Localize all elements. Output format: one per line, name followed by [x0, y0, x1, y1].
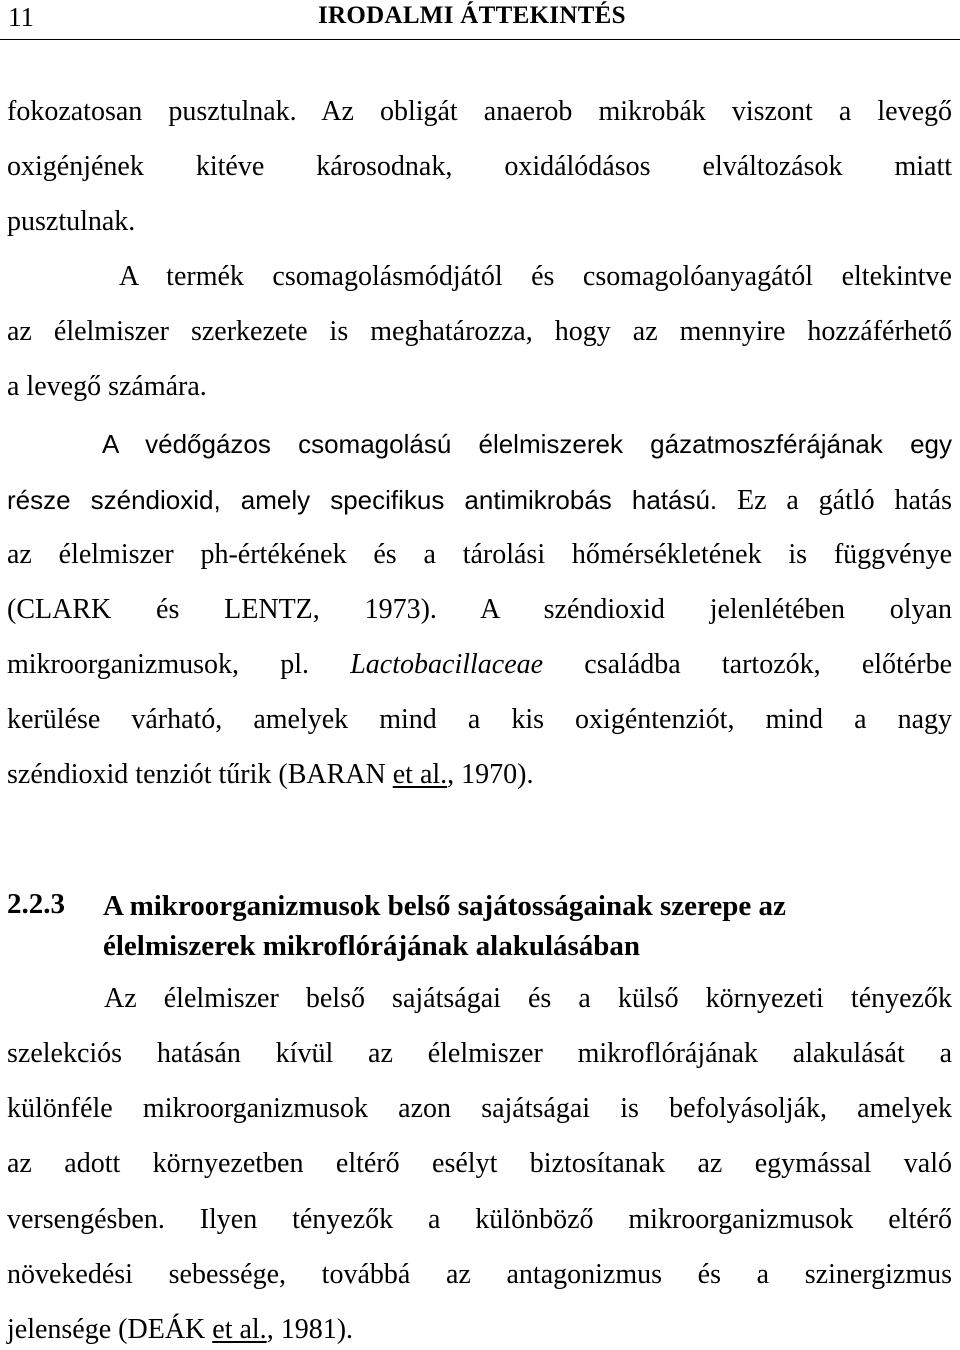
para3-line7: [7, 758, 952, 792]
para4-line6: növekedési sebessége, továbbá az antagonizmus és a szinergizmus: [7, 1259, 952, 1290]
para4-line3: különféle mikroorganizmusok azon sajátságai is befolyásolják, amelyek: [7, 1093, 952, 1124]
para2-line3: a levegő számára.: [7, 371, 207, 402]
para4-line4: az adott környezetben eltérő esélyt biztosítanak az egymással való: [7, 1148, 952, 1179]
page-number: 11: [8, 2, 34, 32]
para1-line1: fokozatosan pusztulnak. Az obligát anaerob mikrobák viszont a levegő: [7, 96, 952, 127]
taxon-italic: Lactobacillaceae: [350, 649, 544, 680]
section-title-line1: A mikroorganizmusok belső sajátosságainak szerepe az: [103, 890, 786, 922]
para3-line2-cont: Ez a gátló hatás: [717, 485, 952, 516]
para3-line1: A védőgázos csomagolású élelmiszerek gázatmoszférájának egy: [102, 429, 952, 459]
para4-line7-b: , 1981).: [266, 1314, 354, 1345]
page-header: [0, 0, 960, 40]
para1-line2: oxigénjének kitéve károsodnak, oxidálódásos elváltozások miatt: [7, 151, 952, 182]
para3-line7-a: széndioxid tenziót tűrik (BARAN: [7, 759, 393, 790]
para4-line1: Az élelmiszer belső sajátságai és a külső környezeti tényezők: [104, 983, 952, 1014]
para3-line5: [7, 648, 952, 682]
para4-line7-a: jelensége (DEÁK: [7, 1314, 213, 1345]
running-title: IRODALMI ÁTTEKINTÉS: [318, 2, 626, 29]
para3-line6: kerülése várható, amelyek mind a kis oxigéntenziót, mind a nagy: [7, 704, 952, 735]
section-title: [103, 886, 943, 966]
para3-line5-a: mikroorganizmusok, pl.: [7, 649, 351, 680]
para4-line5: versengésben. Ilyen tényezők a különböző mikroorganizmusok eltérő: [7, 1204, 952, 1235]
para2-line2: az élelmiszer szerkezete is meghatározza, hogy az mennyire hozzáférhető: [7, 316, 952, 347]
para3-line3: az élelmiszer ph-értékének és a tárolási hőmérsékletének is függvénye: [7, 539, 952, 570]
para4-line7: [7, 1313, 952, 1347]
para3-line2-sans: része széndioxid, amely specifikus antimikrobás hatású.: [7, 485, 718, 515]
para3-line4: (CLARK és LENTZ, 1973). A széndioxid jelenlétében olyan: [7, 594, 952, 625]
section-number: 2.2.3: [7, 888, 65, 920]
para3-line5-b: családba tartozók, előtérbe: [543, 649, 953, 680]
para3-line2: [7, 483, 952, 518]
et-al-underlined: et al.: [392, 759, 448, 790]
section-title-line2: élelmiszerek mikroflórájának alakulásában: [103, 930, 641, 962]
para4-line2: szelekciós hatásán kívül az élelmiszer mikroflórájának alakulását a: [7, 1038, 952, 1069]
et-al-underlined-2: et al.: [212, 1314, 267, 1345]
para2-line1: A termék csomagolásmódjától és csomagolóanyagától eltekintve: [119, 261, 952, 292]
para1-line3: pusztulnak.: [7, 206, 136, 237]
para3-line7-b: , 1970).: [447, 759, 534, 790]
